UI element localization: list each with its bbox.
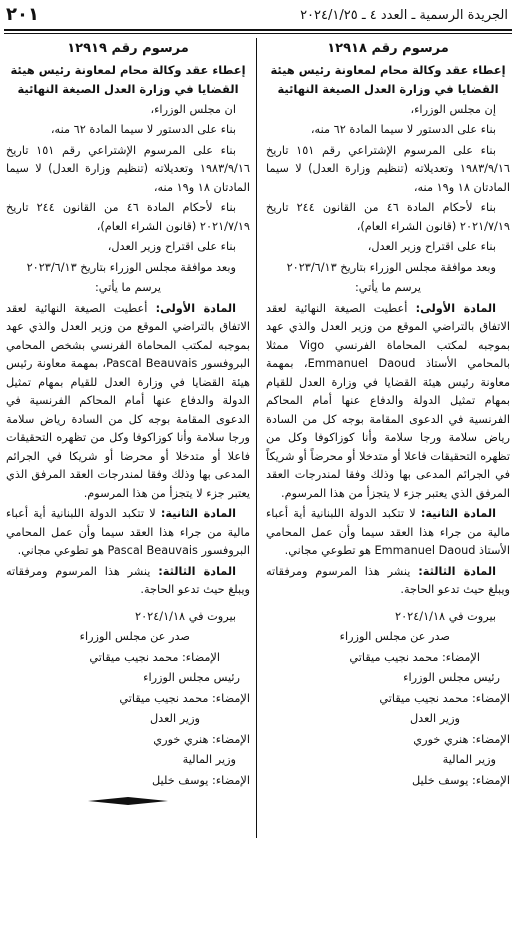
basis-line: بناء لأحكام المادة ٤٦ من القانون ٢٤٤ تاريخ ٢٠٢١/٧/١٩ (قانون الشراء العام)، xyxy=(266,201,510,233)
signature-line: وزير المالية xyxy=(442,753,496,766)
decree-column-left xyxy=(6,40,250,806)
decrees-line: يرسم ما يأتي: xyxy=(95,281,161,294)
signature-line: وزير العدل xyxy=(149,712,200,725)
signature-line: الإمضاء: محمد نجيب ميقاتي xyxy=(349,650,480,664)
decree-title: مرسوم رقم ١٢٩١٩ xyxy=(67,41,189,56)
signature-line: وزير العدل xyxy=(409,712,460,725)
basis-line: وبعد موافقة مجلس الوزراء بتاريخ ٢٠٢٣/٦/١٣ xyxy=(286,260,496,274)
signature-line: رئيس مجلس الوزراء xyxy=(143,671,240,684)
article-text: ينشر هذا المرسوم ومرفقاته ويبلغ حيث تدعو الحاجة. xyxy=(6,564,250,596)
decree-heading: إعطاء عقد وكالة محام لمعاونة رئيس هيئة القضايا في وزارة العدل الصيغة النهائية xyxy=(270,62,506,96)
article-label: المادة الثالثة: xyxy=(418,564,496,578)
council-line: ان مجلس الوزراء، xyxy=(150,102,236,116)
decree-column-right xyxy=(266,40,510,792)
signature-line: صدر عن مجلس الوزراء xyxy=(339,630,450,643)
basis-line: بناء على المرسوم الإشتراعي رقم ١٥١ تاريخ ١٩٨٣/٩/١٦ وتعديلاته (تنظيم وزارة العدل) لا سيما المادتان ١٨ و١٩ منه، xyxy=(6,143,250,194)
article-text: أعطيت الصيغة النهائية لعقد الاتفاق بالتراضي الموقع من وزير العدل والذي عهد بموجبه لمكتب المحاماة الفرنسي Vigo ممثلا بالمحامي الأستاذ Emmanuel Daoud، بمهمة معاونة رئيس هيئة القضايا في وزارة العدل للقيام بمهام تمثيل الدولة والدفاع عنها أمام المحاكم الفرنسية في الدعوى المقامة بوجه كل من السادة رياض سلامة ورجا سلامة وأنا كوزاكوفا وكل من تظهره التحقيقات فاعلا أو متدخلا أو محرضاً أو شريكاً في الجرائم المدعى بها وذلك وفقا لمندرجات العقد المرفق الذي يعتبر جزء لا يتجزأ من هذا المرسوم. xyxy=(266,301,511,500)
basis-line: وبعد موافقة مجلس الوزراء بتاريخ ٢٠٢٣/٦/١٣ xyxy=(26,260,236,274)
decree-heading: إعطاء عقد وكالة محام لمعاونة رئيس هيئة القضايا في وزارة العدل الصيغة النهائية xyxy=(10,62,246,96)
gazette-title: الجريدة الرسمية ـ العدد ٤ ـ ٢٠٢٤/١/٢٥ xyxy=(300,8,508,23)
signature-line: الإمضاء: يوسف خليل xyxy=(412,773,510,787)
article-2 xyxy=(266,505,510,561)
signature-line: صدر عن مجلس الوزراء xyxy=(79,630,190,643)
header-rule xyxy=(4,29,512,31)
signature-line: الإمضاء: هنري خوري xyxy=(413,732,510,746)
article-1 xyxy=(266,300,510,504)
basis-line: بناء على الدستور لا سيما المادة ٦٢ منه، xyxy=(310,123,496,136)
decree-title: مرسوم رقم ١٢٩١٨ xyxy=(327,41,449,56)
decree-date: بيروت في ٢٠٢٤/١/١٨ xyxy=(135,609,236,623)
signature-line: الإمضاء: هنري خوري xyxy=(153,732,250,746)
article-3 xyxy=(266,563,510,600)
signature-line: الإمضاء: محمد نجيب ميقاتي xyxy=(379,691,510,705)
article-label: المادة الأولى: xyxy=(155,301,237,315)
end-ornament-icon xyxy=(88,796,168,806)
header-rule-thin xyxy=(4,33,512,34)
basis-line: بناء على الدستور لا سيما المادة ٦٢ منه، xyxy=(50,123,236,136)
signature-line: الإمضاء: محمد نجيب ميقاتي xyxy=(89,650,220,664)
signature-line: الإمضاء: محمد نجيب ميقاتي xyxy=(119,691,250,705)
article-text: لا تتكبد الدولة اللبنانية أية أعباء مالية من جراء هذا العقد سيما وأن عمل المحامي البروفسور Pascal Beauvais هو تطوعي مجاني. xyxy=(6,507,250,557)
signature-line: الإمضاء: يوسف خليل xyxy=(152,773,250,787)
column-divider xyxy=(256,38,257,838)
basis-line: بناء على اقتراح وزير العدل، xyxy=(107,240,236,253)
article-text: لا تتكبد الدولة اللبنانية أية أعباء مالية من جراء هذا العقد سيما وأن عمل المحامي الأستاذ Emmanuel Daoud هو تطوعي مجاني. xyxy=(266,507,510,557)
page-header xyxy=(0,0,516,34)
article-text: ينشر هذا المرسوم ومرفقاته ويبلغ حيث تدعو الحاجة. xyxy=(266,564,510,596)
signature-line: رئيس مجلس الوزراء xyxy=(403,671,500,684)
article-3 xyxy=(6,563,250,600)
article-2 xyxy=(6,505,250,561)
article-label: المادة الثالثة: xyxy=(158,564,236,578)
article-text: أعطيت الصيغة النهائية لعقد الاتفاق بالتراضي الموقع من وزير العدل والذي عهد بموجبه لمكتب المحاماة الفرنسي بشخص المحامي البروفسور Pascal Beauvais، بمهمة معاونة رئيس هيئة القضايا في وزارة العدل للقيام بمهام تمثيل الدولة والدفاع عنها أمام المحاكم الفرنسية في الدعوى المقامة بوجه كل من السادة رياض سلامة ورجا سلامة وأنا كوزاكوفا وكل من تظهره التحقيقات فاعلا أو متدخلا أو محرضا أو شريكا في الجرائم المدعى بها وذلك وفقا لمندرجات العقد المرفق الذي يعتبر جزء لا يتجزأ من هذا المرسوم. xyxy=(6,301,250,500)
basis-line: بناء لأحكام المادة ٤٦ من القانون ٢٤٤ تاريخ ٢٠٢١/٧/١٩ (قانون الشراء العام)، xyxy=(6,201,250,233)
signature-line: وزير المالية xyxy=(182,753,236,766)
basis-line: بناء على المرسوم الإشتراعي رقم ١٥١ تاريخ ١٩٨٣/٩/١٦ وتعديلاته (تنظيم وزارة العدل) لا سيما المادتان ١٨ و١٩ منه، xyxy=(266,143,510,194)
council-line: إن مجلس الوزراء، xyxy=(410,102,496,116)
page-number: ٢٠١ xyxy=(6,4,39,25)
article-label: المادة الثانية: xyxy=(420,507,496,520)
basis-line: بناء على اقتراح وزير العدل، xyxy=(367,240,496,253)
article-label: المادة الأولى: xyxy=(415,301,497,315)
article-1 xyxy=(6,300,250,504)
decree-date: بيروت في ٢٠٢٤/١/١٨ xyxy=(395,609,496,623)
article-label: المادة الثانية: xyxy=(160,507,236,520)
decrees-line: يرسم ما يأتي: xyxy=(355,281,421,294)
